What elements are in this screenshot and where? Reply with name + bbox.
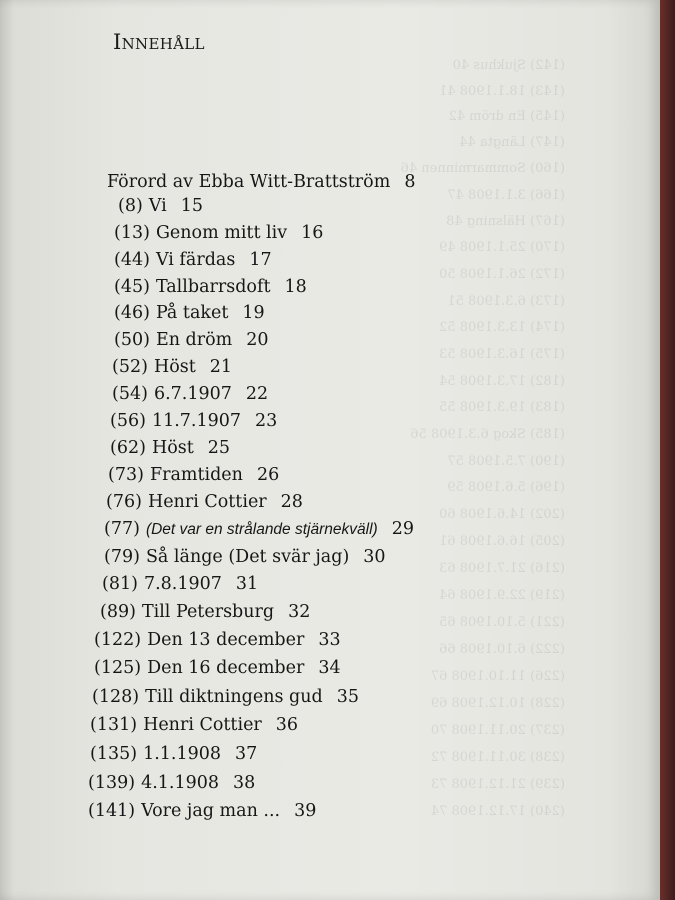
toc-entry-page: 21 <box>209 357 233 377</box>
toc-entry <box>92 687 359 707</box>
toc-entry-page: 26 <box>256 465 280 485</box>
toc-entry-number: (139) <box>88 773 136 793</box>
toc-entry-number: (52) <box>112 357 148 377</box>
toc-entry-number: (135) <box>90 744 138 764</box>
toc-entry-title: 11.7.1907 <box>151 411 242 431</box>
toc-entry-number: (45) <box>114 277 150 297</box>
toc-entry <box>88 801 316 821</box>
toc-entry-number: (13) <box>114 223 150 243</box>
toc-entry <box>114 330 269 350</box>
toc-entry-title: Framtiden <box>149 465 243 485</box>
toc-entry-page: 15 <box>180 196 204 216</box>
toc-entry-page: 22 <box>245 384 269 404</box>
toc-entry-title: En dröm <box>155 330 233 350</box>
toc-entry-title: Den 13 december <box>147 630 305 650</box>
toc-entry-number: (73) <box>108 465 144 485</box>
toc-entry <box>90 715 298 735</box>
toc-entry <box>88 773 255 793</box>
toc-heading: Innehåll <box>113 30 205 54</box>
toc-entry-title: Höst <box>151 438 194 458</box>
toc-entry-number: (79) <box>104 547 140 567</box>
toc-entry-page: 35 <box>336 687 359 707</box>
toc-entry-title: 6.7.1907 <box>153 384 232 404</box>
show-through-text: (142) Sjukhus 40 (143) 18.1.1908 41 (145) En dröm 42 (147) Längta 44 (160) Sommarminnen 46 (166) 3.1.1908 47 (167) Hälsning 48 (170) 25.1.1908 49 (172) 26.1.1908 50 (173) 6.3.1908 51 (174) 13.3.1908 52 (175) 16.3.1908 53 (182) 17.3.1908 54 (183) 19.3.1908 55 (185) Skog 6.3.1908 56 (190) 7.5.1908 57 (196) 5.6.1908 59 (202) 14.6.1908 60 (205) 16.6.1908 61 (216) 21.7.1908 63 (219) 22.9.1908 64 (221) 5.10.1908 65 (222) 6.10.1908 66 (226) 11.10.1908 67 (228) 10.12.1908 69 (237) 20.11.1908 70 (238) 30.11.1908 72 (239) 21.12.1908 73 (240) 17.12.1908 74 <box>400 58 565 819</box>
toc-entry-title: Genom mitt liv <box>155 223 288 243</box>
toc-preface-page: 8 <box>404 172 416 192</box>
toc-entry-title: På taket <box>155 303 229 323</box>
toc-entry-page: 25 <box>207 438 231 458</box>
toc-entry <box>114 250 272 270</box>
toc-entry-page: 39 <box>294 801 317 821</box>
toc-entry-number: (56) <box>110 411 146 431</box>
toc-entry <box>110 411 277 431</box>
toc-entry <box>112 357 232 377</box>
toc-entry-page: 30 <box>363 547 386 567</box>
toc-entry-title: Henri Cottier <box>143 715 262 735</box>
toc-entry-title: Höst <box>153 357 196 377</box>
toc-entry-page: 33 <box>318 630 341 650</box>
toc-preface <box>107 172 415 192</box>
toc-entry <box>112 384 268 404</box>
toc-entry-number: (125) <box>94 658 142 678</box>
toc-entry <box>94 630 341 650</box>
toc-entry-page: 16 <box>301 223 324 243</box>
toc-entry-number: (77) <box>104 519 140 539</box>
toc-entry-title: 7.8.1907 <box>143 574 222 594</box>
toc-entry-title: Den 16 december <box>147 658 305 678</box>
toc-entry <box>108 465 279 485</box>
toc-entry-title: Henri Cottier <box>147 492 267 512</box>
toc-entry-page: 20 <box>246 330 269 350</box>
toc-entry-page: 29 <box>391 519 414 539</box>
toc-entry-title: Vi <box>148 196 167 216</box>
toc-entry-page: 23 <box>255 411 278 431</box>
toc-entry <box>110 438 230 458</box>
toc-entry <box>106 492 303 512</box>
toc-entry-page: 17 <box>249 250 272 270</box>
toc-preface-title: Förord av Ebba Witt-Brattström <box>107 172 391 192</box>
toc-entry-page: 28 <box>280 492 303 512</box>
toc-entry-page: 32 <box>288 602 311 622</box>
toc-entry <box>90 744 257 764</box>
toc-entry-number: (122) <box>94 630 142 650</box>
toc-entry-number: (76) <box>106 492 142 512</box>
toc-entry-number: (128) <box>92 687 140 707</box>
toc-entry <box>114 223 323 243</box>
toc-entry-page: 38 <box>233 773 256 793</box>
toc-entry <box>102 574 258 594</box>
toc-entry-page: 31 <box>235 574 259 594</box>
toc-entry-title: Så länge (Det svär jag) <box>145 547 350 567</box>
toc-entry-number: (44) <box>114 250 150 270</box>
toc-entry-number: (46) <box>114 303 150 323</box>
toc-entry-page: 19 <box>242 303 265 323</box>
book-cover-edge <box>660 0 675 900</box>
toc-entry-title: (Det var en strålande stjärnekväll) <box>145 521 378 538</box>
toc-entry-number: (89) <box>100 602 136 622</box>
toc-entry <box>100 602 310 622</box>
toc-entry <box>104 519 414 540</box>
toc-entry <box>104 547 386 567</box>
toc-entry-title: Till Petersburg <box>141 602 275 622</box>
toc-entry-page: 37 <box>235 744 258 764</box>
toc-entry-number: (62) <box>110 438 146 458</box>
toc-entry-title: Vi färdas <box>155 250 236 270</box>
toc-entry-title: Tallbarrsdoft <box>155 277 271 297</box>
toc-entry-title: Till diktningens gud <box>145 687 323 707</box>
toc-entry-number: (8) <box>118 196 143 216</box>
toc-entry-number: (81) <box>102 574 138 594</box>
toc-entry <box>114 277 307 297</box>
toc-entry-number: (50) <box>114 330 150 350</box>
toc-entry-title: 1.1.1908 <box>143 744 221 764</box>
toc-entry <box>94 658 341 678</box>
toc-entry-page: 18 <box>284 277 307 297</box>
toc-entry-title: Vore jag man ... <box>141 801 281 821</box>
toc-entry <box>118 196 203 216</box>
toc-entry <box>114 303 265 323</box>
toc-entry-number: (54) <box>112 384 148 404</box>
toc-entry-title: 4.1.1908 <box>141 773 219 793</box>
toc-entry-page: 34 <box>318 658 341 678</box>
toc-entry-number: (131) <box>90 715 138 735</box>
toc-entry-page: 36 <box>275 715 299 735</box>
toc-entry-number: (141) <box>88 801 136 821</box>
